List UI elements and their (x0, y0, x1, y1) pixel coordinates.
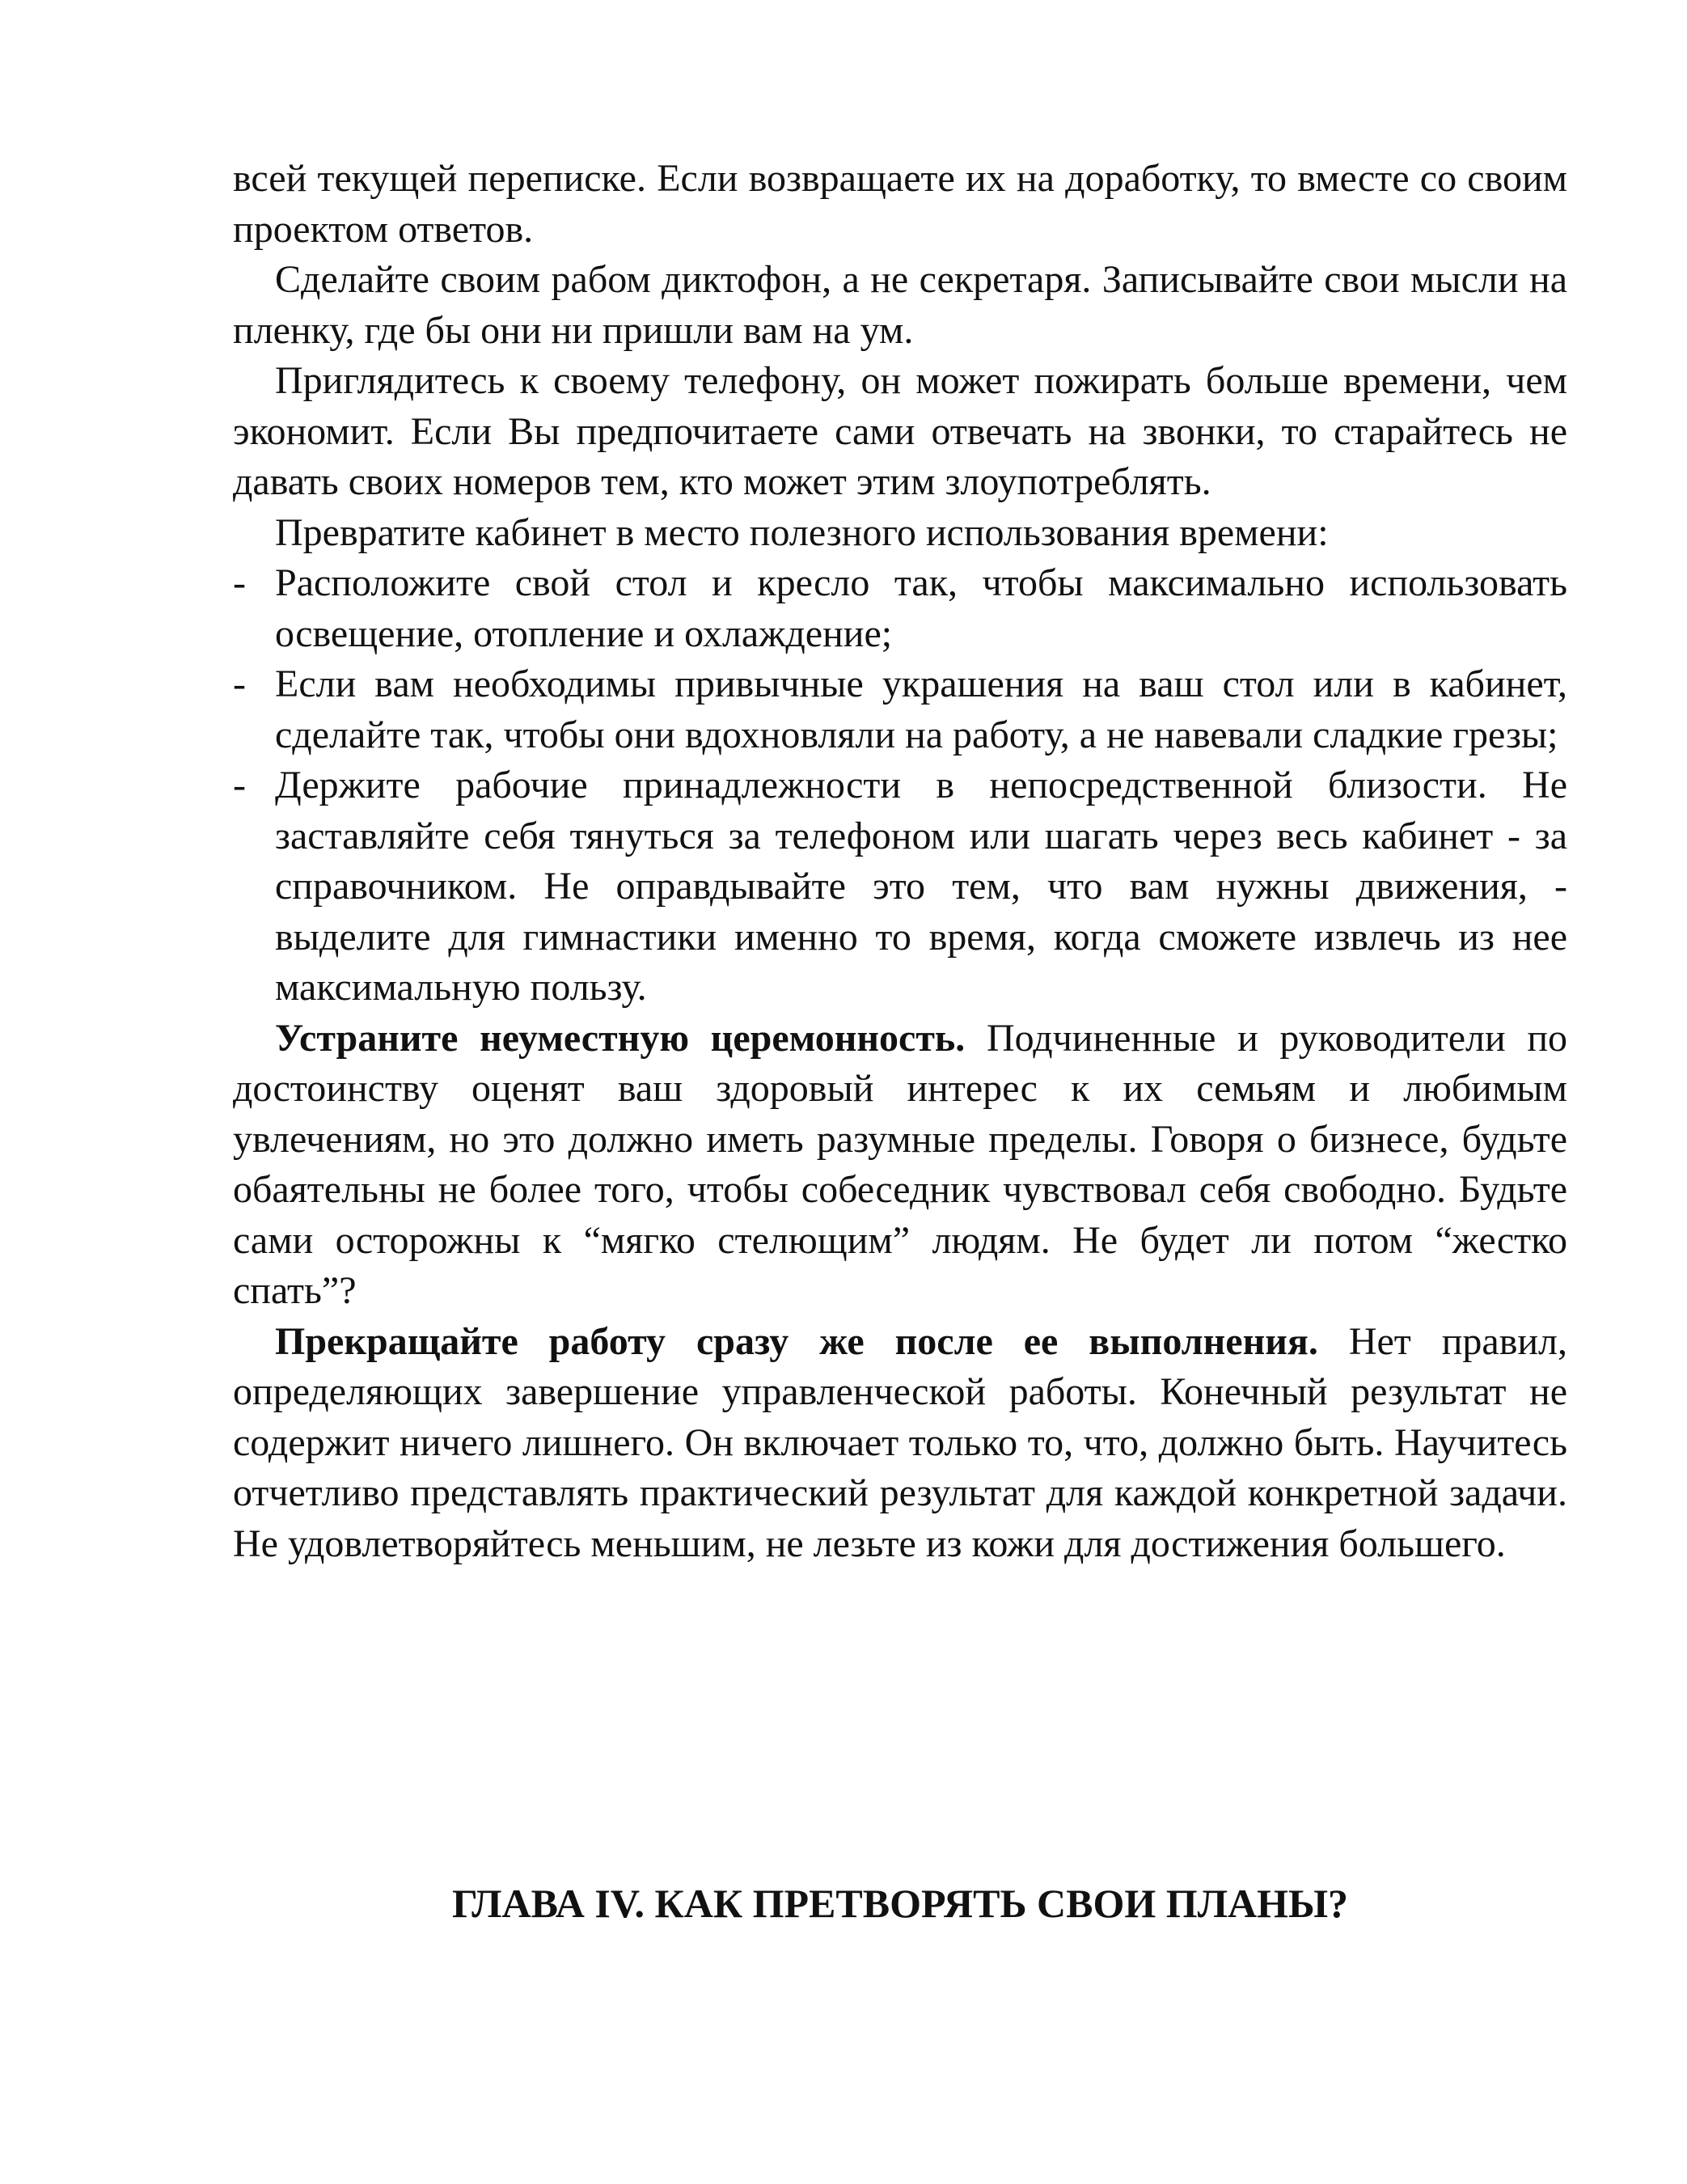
body-text (233, 154, 1567, 1569)
list-dash: - (233, 662, 246, 705)
paragraph-ceremony (233, 1014, 1567, 1317)
paragraph-continuation: всей текущей переписке. Если возвращаете их на доработку, то вместе со своим проектом ответов. (233, 157, 1567, 251)
paragraph-stop-work (233, 1317, 1567, 1570)
ceremony-text: Подчиненные и руководители по достоинству оценят ваш здоровый интерес к их семьям и любимым увлечениям, но это должно иметь разумные пределы. Говоря о бизнесе, будьте обаятельны не более того, чтобы собеседник чувствовал себя свободно. Будьте сами осторожны к “мягко стелющим” людям. Не будет ли потом “жестко спать”? (233, 1016, 1567, 1312)
chapter-heading: ГЛАВА IV. КАК ПРЕТВОРЯТЬ СВОИ ПЛАНЫ? (451, 1881, 1349, 1926)
list-item-text: Если вам необходимы привычные украшения на ваш стол или в кабинет, сделайте так, чтобы они вдохновляли на работу, а не навевали сладкие грезы; (275, 662, 1567, 756)
paragraph-office: Превратите кабинет в место полезного использования времени: (275, 510, 1329, 554)
list-item-text: Держите рабочие принадлежности в непосредственной близости. Не заставляйте себя тянуться за телефоном или шагать через весь кабинет - за справочником. Не оправдывайте это тем, что вам нужны движения, - выделите для гимнастики именно то время, когда сможете извлечь из нее максимальную пользу. (275, 764, 1567, 1009)
ceremony-lead: Устраните неуместную церемонность. (275, 1016, 966, 1060)
list-item-text: Расположите свой стол и кресло так, чтобы максимально использовать освещение, отопление и охлаждение; (275, 561, 1567, 655)
list-dash: - (233, 764, 246, 806)
list-item (233, 760, 1567, 1014)
stop-work-text: Нет правил, определяющих завершение управленческой работы. Конечный результат не содержит ничего лишнего. Он включает только то, что, должно быть. Научитесь отчетливо представлять практический результат для каждой конкретной задачи. Не удовлетворяйтесь меньшим, не лезьте из кожи для достижения большего. (233, 1319, 1567, 1565)
list-item (233, 558, 1567, 659)
office-tips-list (233, 558, 1567, 1014)
stop-work-lead: Прекращайте работу сразу же после ее выполнения. (275, 1319, 1318, 1363)
paragraph-dictaphone: Сделайте своим рабом диктофон, а не секретаря. Записывайте свои мысли на пленку, где бы они ни пришли вам на ум. (233, 258, 1567, 352)
list-dash: - (233, 561, 246, 604)
list-item (233, 659, 1567, 760)
paragraph-telephone: Приглядитесь к своему телефону, он может пожирать больше времени, чем экономит. Если Вы предпочитаете сами отвечать на звонки, то старайтесь не давать своих номеров тем, кто может этим злоупотреблять. (233, 359, 1567, 503)
